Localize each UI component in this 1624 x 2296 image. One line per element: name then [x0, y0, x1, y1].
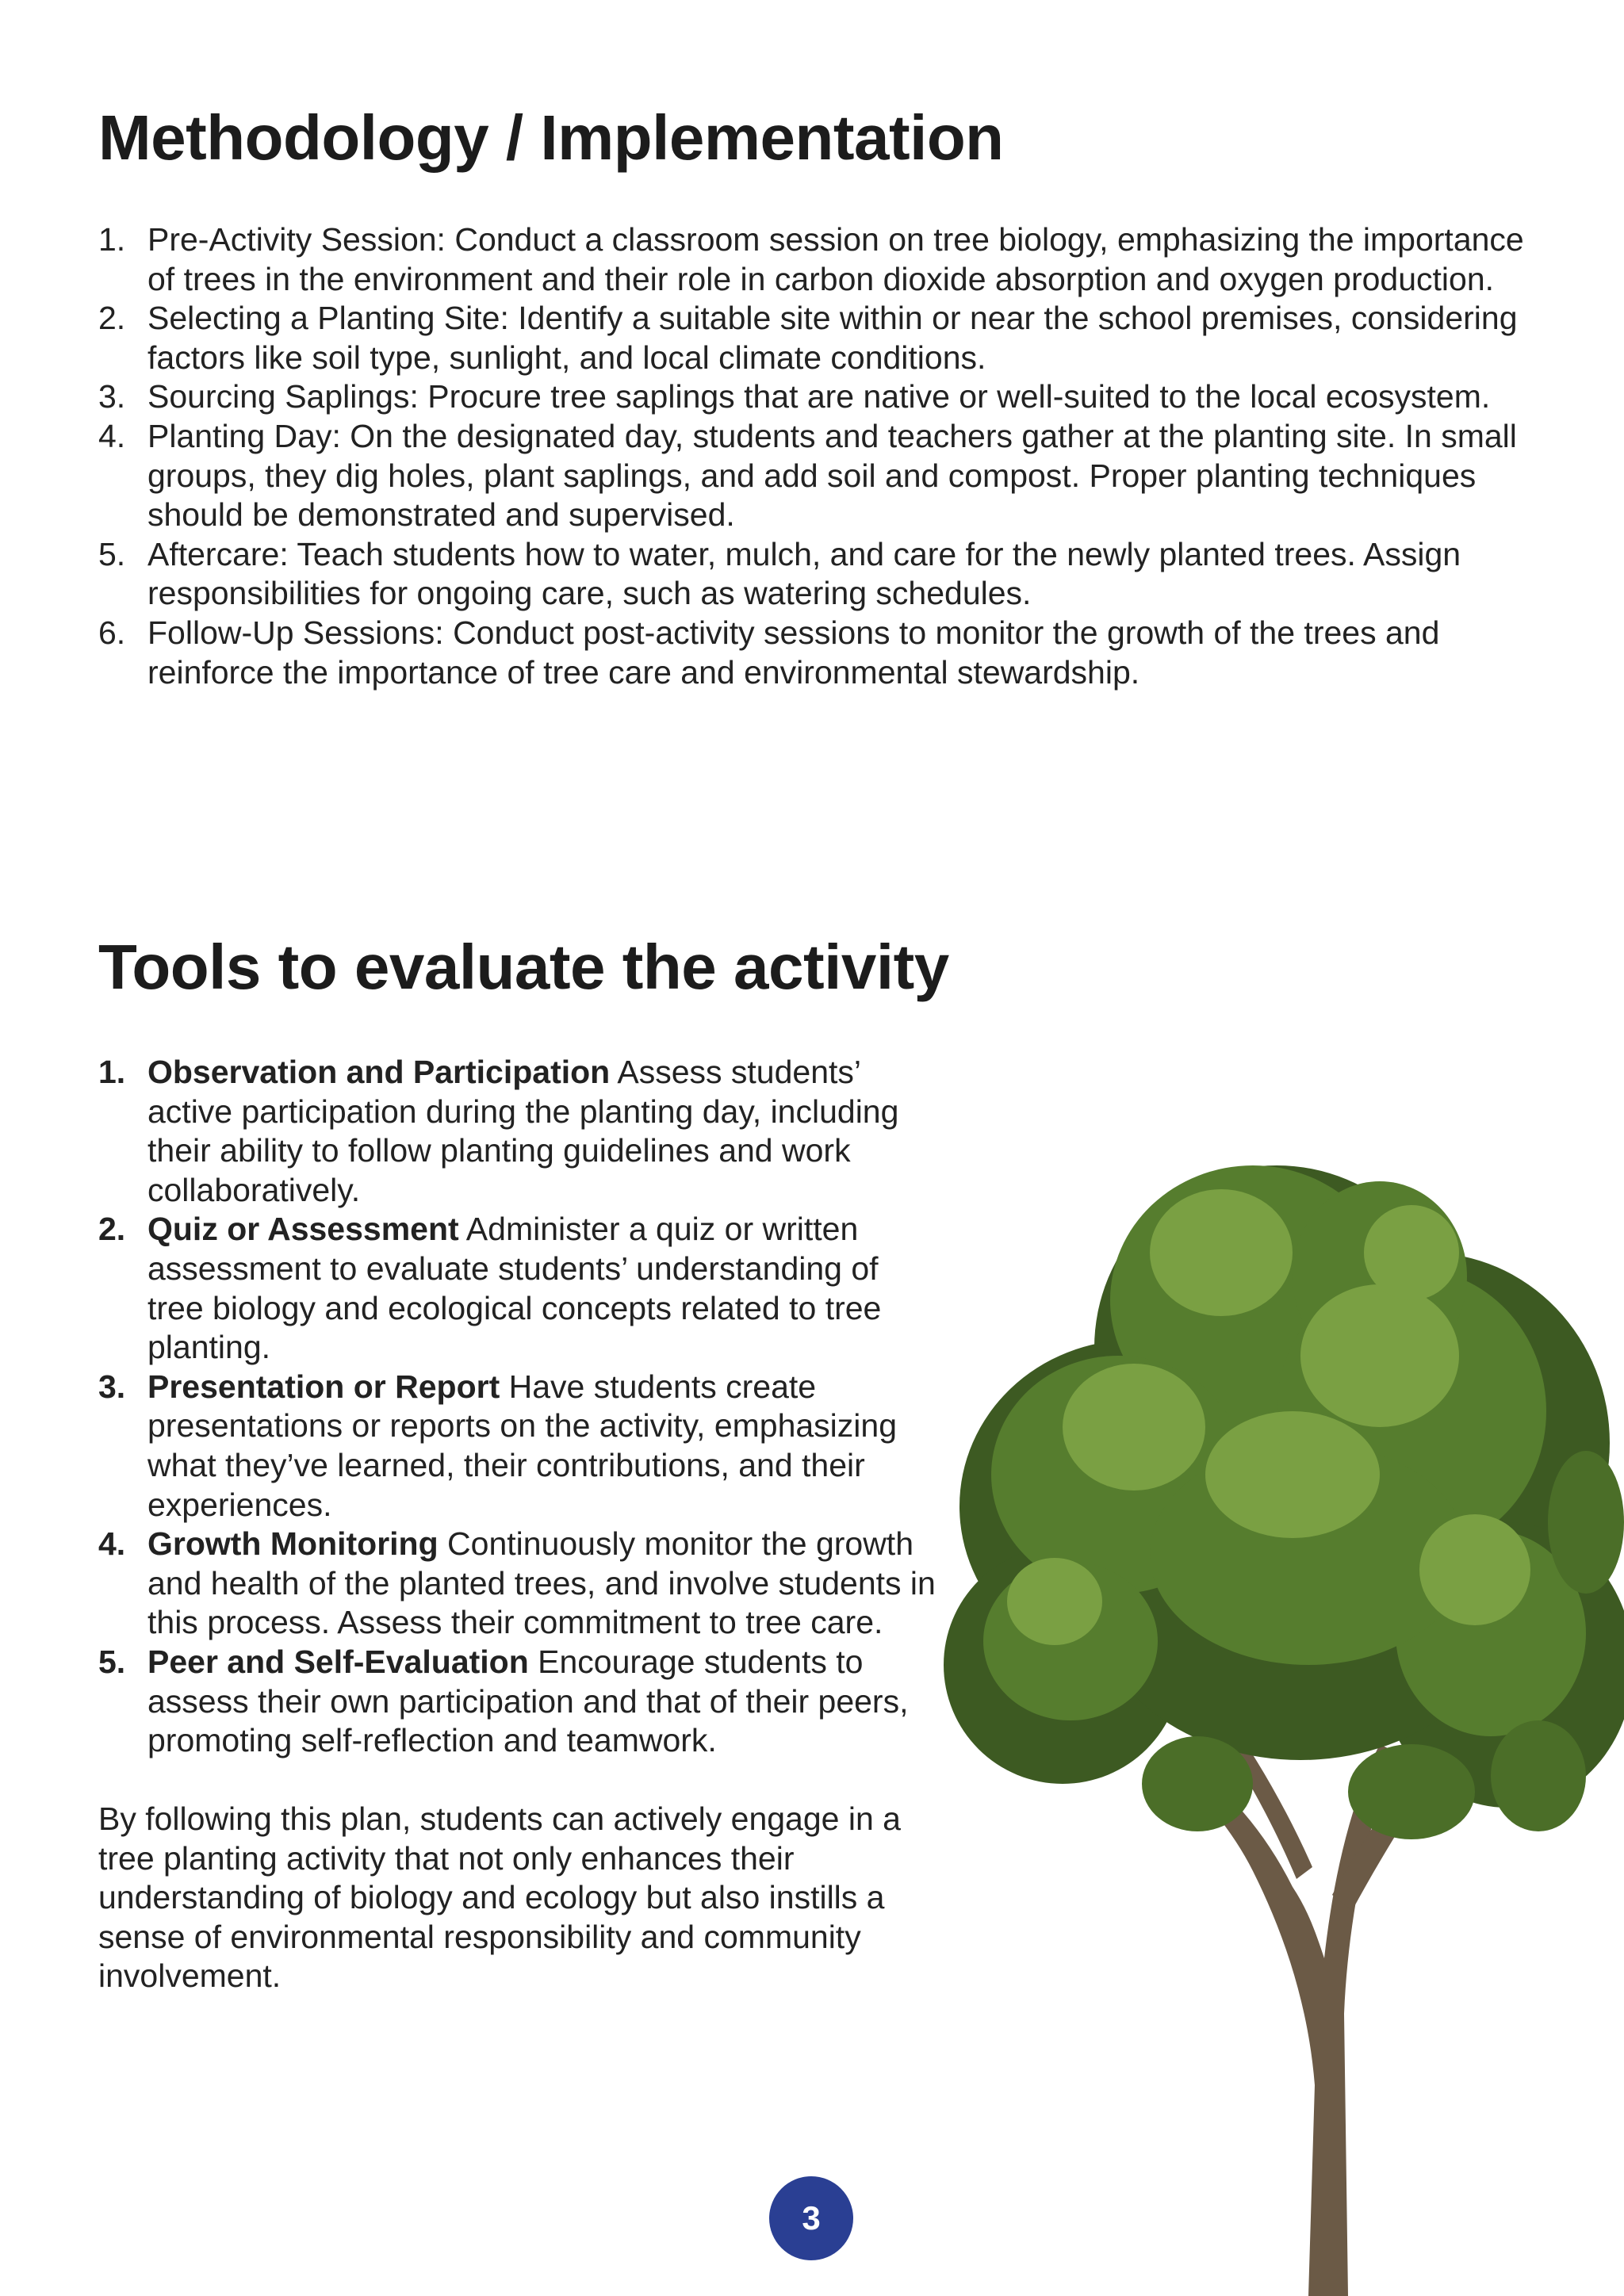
list-item [98, 299, 1534, 377]
item-number: 1. [98, 221, 126, 258]
item-number: 5. [98, 1643, 126, 1680]
list-item [98, 1643, 939, 1761]
item-text: Have students create presentations or reports on the activity, emphasizing what they’ve learned, their contributions, and their experiences. [147, 1368, 898, 1523]
tree-illustration [936, 1094, 1624, 2296]
list-item [98, 377, 1534, 417]
item-title: Presentation or Report [147, 1368, 500, 1405]
item-text: Planting Day: On the designated day, students and teachers gather at the planting site. In small groups, they dig holes, plant saplings, and add soil and compost. Proper planting techniques should be demonstrated and supervised. [147, 417, 1517, 534]
item-text: Follow-Up Sessions: Conduct post-activity sessions to monitor the growth of the trees and reinforce the importance of tree care and environmental stewardship. [147, 614, 1440, 691]
item-number: 3. [98, 378, 126, 415]
list-item [98, 417, 1534, 535]
item-text: Assess students’ active participation during the planting day, including their ability to follow planting guidelines and work collaboratively. [147, 1054, 899, 1208]
list-item [98, 1053, 939, 1210]
list-item [98, 1210, 939, 1367]
item-number: 4. [98, 417, 126, 454]
tools-heading: Tools to evaluate the activity [98, 932, 949, 1002]
methodology-list [98, 220, 1534, 692]
tools-list [98, 1053, 939, 1761]
item-text: Administer a quiz or written assessment to evaluate students’ understanding of tree biology and ecological concepts related to tree planting. [147, 1211, 882, 1366]
methodology-heading: Methodology / Implementation [98, 102, 1004, 173]
list-item [98, 614, 1534, 692]
item-number: 6. [98, 614, 126, 651]
item-number: 1. [98, 1054, 126, 1090]
item-text: Aftercare: Teach students how to water, mulch, and care for the newly planted trees. Assign responsibilities for ongoing care, such as watering schedules. [147, 535, 1461, 612]
item-title: Growth Monitoring [147, 1525, 439, 1563]
closing-paragraph: By following this plan, students can actively engage in a tree planting activity that not only enhances their understanding of biology and ecology but also instills a sense of environmental responsibility and community involvement. [98, 1800, 901, 1995]
list-item [98, 535, 1534, 614]
item-text: Encourage students to assess their own participation and that of their peers, promoting self-reflection and teamwork. [147, 1643, 909, 1759]
item-text: Continuously monitor the growth and health of the planted trees, and involve students in this process. Assess their commitment to tree care. [147, 1525, 936, 1641]
item-text: Sourcing Saplings: Procure tree saplings that are native or well-suited to the local ecosystem. [147, 378, 1491, 415]
item-title: Quiz or Assessment [147, 1211, 459, 1248]
page-number-badge: 3 [769, 2176, 853, 2260]
item-number: 3. [98, 1368, 126, 1405]
item-number: 2. [98, 1211, 126, 1248]
item-number: 5. [98, 535, 126, 572]
item-text: Pre-Activity Session: Conduct a classroom session on tree biology, emphasizing the importance of trees in the environment and their role in carbon dioxide absorption and oxygen production. [147, 221, 1524, 297]
item-number: 4. [98, 1525, 126, 1563]
item-title: Peer and Self-Evaluation [147, 1643, 529, 1680]
list-item [98, 220, 1534, 299]
list-item [98, 1525, 939, 1643]
item-number: 2. [98, 300, 126, 337]
item-title: Observation and Participation [147, 1054, 611, 1090]
item-text: Selecting a Planting Site: Identify a suitable site within or near the school premises, considering factors like soil type, sunlight, and local climate conditions. [147, 300, 1518, 376]
list-item [98, 1368, 939, 1525]
